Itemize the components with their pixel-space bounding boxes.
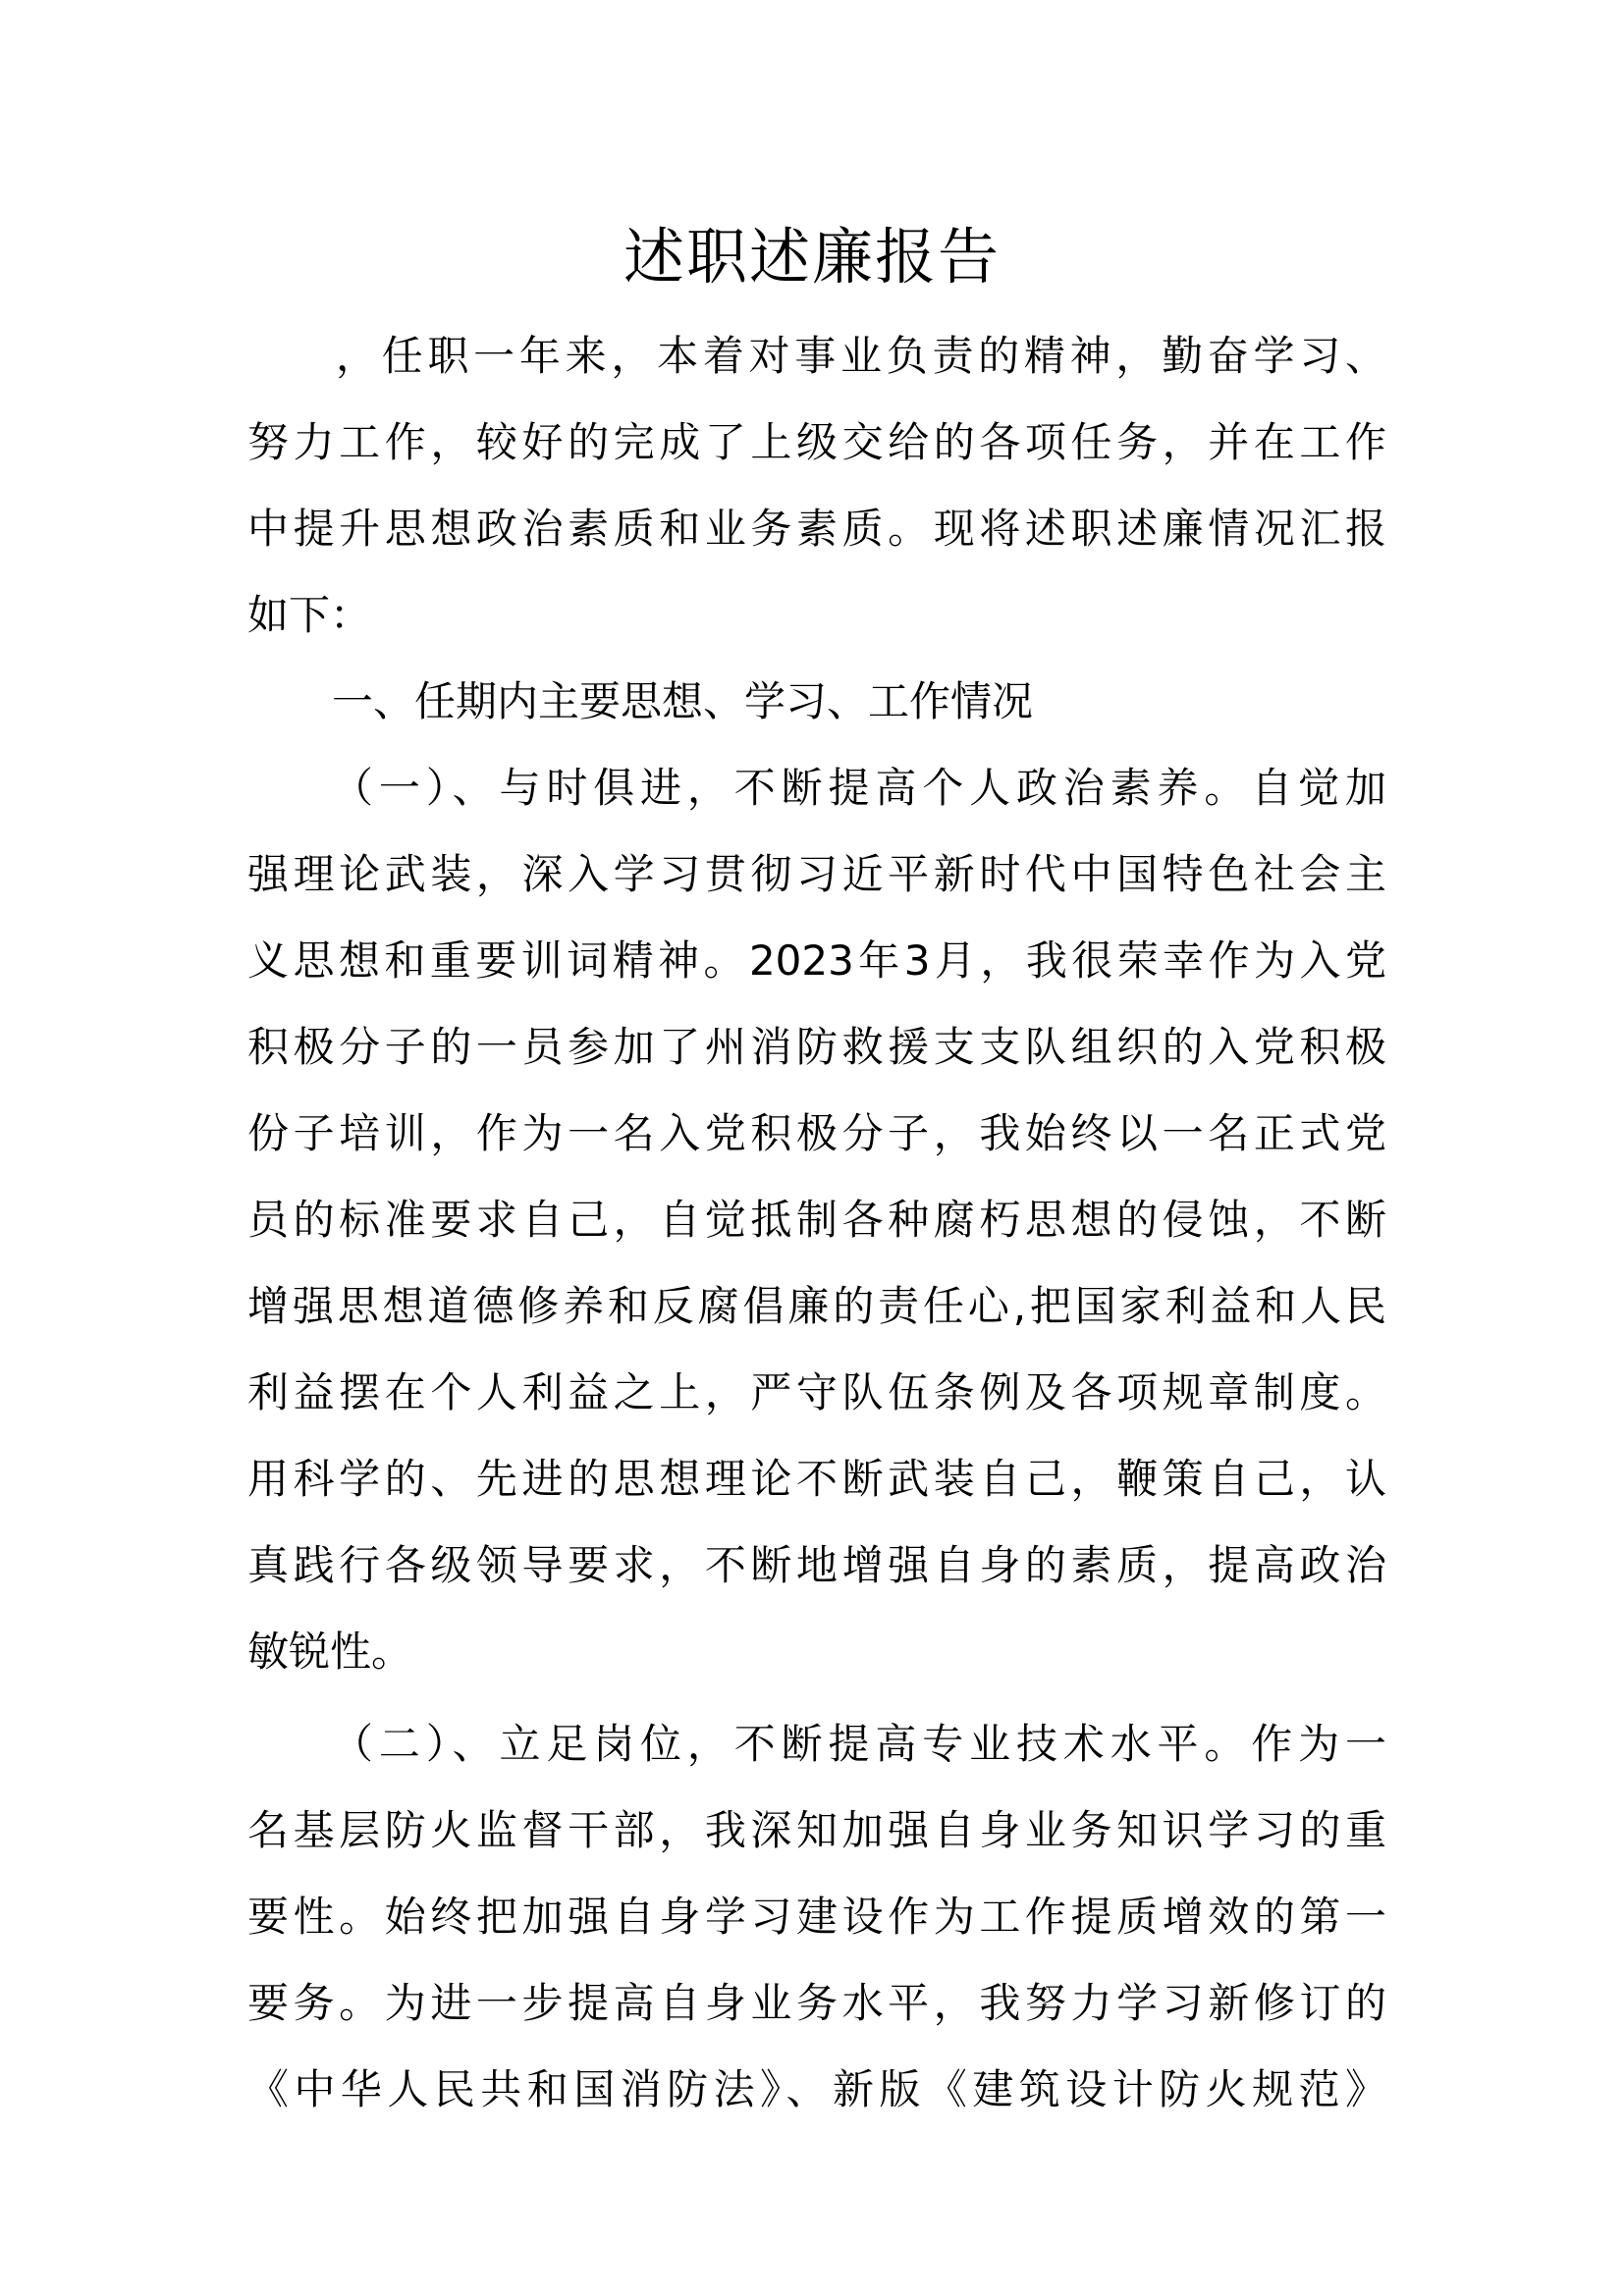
document-title: 述职述廉报告 [623,221,1001,293]
section-heading: 一、任期内主要思想、学习、工作情况 [332,677,1034,725]
paragraph-line: 要性。始终把加强自身学习建设作为工作提质增效的第一 [247,1893,1386,1941]
paragraph-line: ，任职一年来，本着对事业负责的精神，勤奋学习、 [336,332,1386,380]
paragraph-line: 名基层防火监督干部，我深知加强自身业务知识学习的重 [247,1806,1386,1854]
paragraph-line: 利益摆在个人利益之上，严守队伍条例及各项规章制度。 [247,1368,1386,1416]
paragraph-line: 中提升思想政治素质和业务素质。现将述职述廉情况汇报 [247,505,1386,553]
paragraph-line: 《中华人民共和国消防法》、新版《建筑设计防火规范》 [247,2065,1386,2113]
paragraph-line: 份子培训，作为一名入党积极分子，我始终以一名正式党 [247,1109,1386,1157]
paragraph-line: 努力工作，较好的完成了上级交给的各项任务，并在工作 [247,418,1386,466]
paragraph-line: （一）、与时俱进，不断提高个人政治素养。自觉加 [332,764,1386,812]
paragraph-line: 真践行各级领导要求，不断地增强自身的素质，提高政治 [247,1541,1386,1589]
paragraph-line: 要务。为进一步提高自身业务水平，我努力学习新修订的 [247,1979,1386,2027]
paragraph-line: 义思想和重要训词精神。2023年3月，我很荣幸作为入党 [247,936,1386,985]
paragraph-line: 强理论武装，深入学习贯彻习近平新时代中国特色社会主 [247,850,1386,898]
paragraph-line: 积极分子的一员参加了州消防救援支支队组织的入党积极 [247,1023,1386,1071]
paragraph-line: 员的标准要求自己，自觉抵制各种腐朽思想的侵蚀，不断 [247,1196,1386,1244]
paragraph-line: 如下： [247,591,372,639]
paragraph-line: （二）、立足岗位，不断提高专业技术水平。作为一 [332,1720,1386,1768]
paragraph-line: 增强思想道德修养和反腐倡廉的责任心,把国家利益和人民 [247,1282,1386,1330]
paragraph-line: 用科学的、先进的思想理论不断武装自己，鞭策自己，认 [247,1455,1386,1503]
paragraph-line: 敏锐性。 [247,1628,413,1676]
